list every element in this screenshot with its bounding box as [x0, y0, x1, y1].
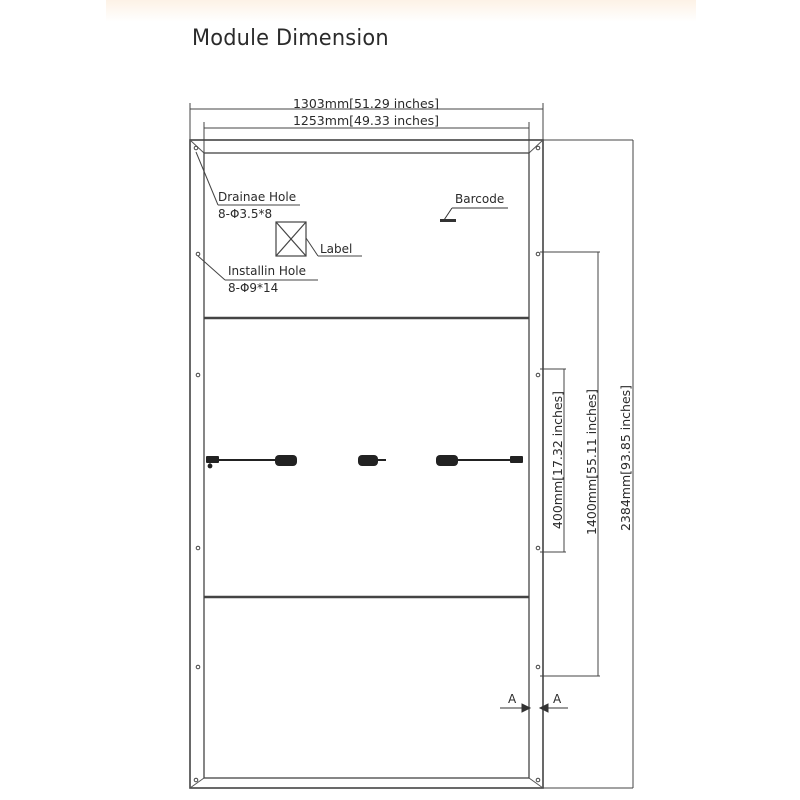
outer-width-label: 1303mm[51.29 inches] — [292, 96, 440, 111]
center-height-label: 400mm[17.32 inches] — [550, 390, 565, 530]
installation-hole-spec: 8-Φ9*14 — [228, 281, 279, 295]
right-connector — [436, 455, 458, 466]
left-holes — [194, 146, 200, 782]
drainage-hole-spec: 8-Φ3.5*8 — [218, 207, 273, 221]
left-connector — [275, 455, 297, 466]
section-label-right: A — [553, 692, 562, 706]
left-plug-dot-2 — [208, 464, 213, 469]
label-box-icon — [276, 222, 306, 256]
barcode-leader — [444, 208, 508, 220]
barcode-mark — [440, 219, 456, 222]
section-label-left: A — [508, 692, 517, 706]
junction-box — [358, 455, 378, 466]
total-height-label: 2384mm[93.85 inches] — [618, 384, 633, 532]
page-title: Module Dimension — [192, 26, 389, 51]
installation-hole-label: Installin Hole — [228, 264, 306, 278]
junction-cables — [206, 455, 523, 468]
inner-width-label: 1253mm[49.33 inches] — [292, 113, 440, 128]
right-holes — [536, 146, 540, 782]
barcode-label: Barcode — [455, 192, 505, 206]
drainage-hole-label: Drainae Hole — [218, 190, 297, 204]
mid-height-label: 1400mm[55.11 inches] — [584, 388, 599, 536]
label-text: Label — [320, 242, 353, 256]
